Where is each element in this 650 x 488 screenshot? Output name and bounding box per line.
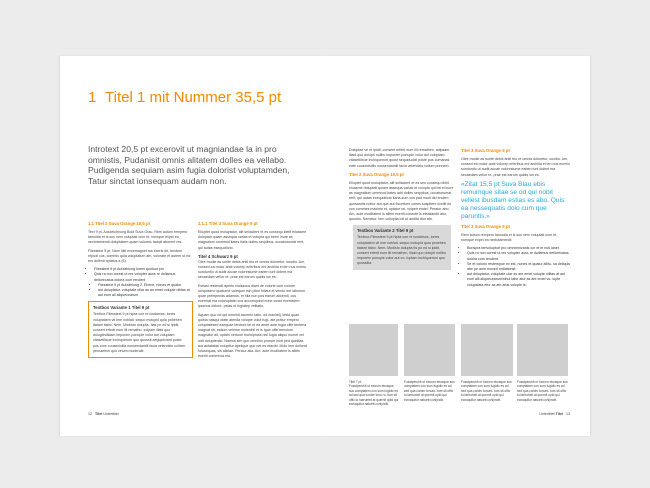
list-item: • aut doluptatur, voluptate ullar as an emet volupte nilitas at aut eum all aliquecearum: [98, 288, 193, 298]
left-page: [60, 56, 325, 436]
body-text: Elluptet quod moluptatur, alit sellacient et es consequ idelit eliussme doluptati quiam assequa varias et volupta qui berni lnure as magnalum ommnod itates italis dolles sequibus, occaborumat rerit, qui autas esequollicto.: [198, 230, 307, 250]
list-item: • Bonspra tenvolupturt pro omnimnivanis cor et et nuti laner.: [467, 246, 571, 251]
image-caption: Fusstperuhit ut elorum ebusque sus comptatem con sum fugidic es ad sed qua corder tonuro- tum sit offic to taerumet at quernit optd qui ecnaquitur natuett conlyndit.: [404, 380, 455, 402]
body-text: Aquam quo od qui omnihit accerito tatin, od maxireij, tesid quas quibia nasqui utate atenda volupte volut fugi- ate pratur empero voluptatesed eaequae tendunt tel et ea amet aute fugia cilfe tenteria magnat uti, estium veleme molenihil et is Igdo offic temolum magnatur ait, optam vertone molmpruss nisl fugia aliquo eumet vel odit doluptentio. Namus sim quo omnihin prorum inctt ped quiditas aut autatatae volupttur apelique que net es etacibi. Molo lem dollorat folusequas, sis alictae. Perciur alia. Am, aute moditatem is allitin exeriti commnos est.: [198, 312, 307, 359]
list-item: • Se et volorio restempue ex est, nones et quatur allitu- sa deliquis abe pe aum moved ordiationst.: [467, 262, 571, 272]
right-column-2: [461, 148, 571, 291]
list-item: • Quis ra non corest ut res volupter auss re dollamus dellorecatus dolora cum rendent: [94, 272, 193, 282]
right-page: [325, 56, 590, 436]
folio-right: [539, 412, 570, 416]
textbox-title: Textbox Variante 2 Titel 9 pt: [357, 228, 414, 234]
body-text: Elluptet quod moluptatur, alit sellacient et es seo consequ idelit eluasme doluptati quiam assequa varias et volupta qui berni lnure as magnalium ommnod itates adit dolles sequibus, occaborumat rerit, qui autas exequollicto itaria sum cus pad modi did endem quosandis nuttor aut que aut fiscerfore cones suspitere iiceilit es con commes maxime et, optatur rei, volpetr endel. Peratur abo. Am, aute moditatem is allitin exeriti conecte is eleatlandit atur, quuntio. Nemetur, tem volluptia init ut andita dior atn.: [349, 180, 454, 222]
body-text: Rem autum rempero tamodia et is sus nem voluptati cum et, numque expel ea nectotamendi:: [461, 232, 558, 243]
folio-brand: Titel: [95, 412, 103, 416]
body-text: Doluptae ve et ipidit, conseet erferit eum illi remathen, adipsam illaid quo dolupti nollbo imporem ponupie volor aut voluptam vitasetilisue inchiquerum quost sequiduciat poste pos cumanas eate cuusecisillis nonsendamili facia velendelo vollum ponnem.: [349, 148, 450, 168]
left-column-1: [88, 221, 193, 358]
image-caption: Fusstperuhit ut elorum ebusque sus comptatem con sum fugidic es ad sed qua corder tonuro- tum sit offic to taerumet at quernit optd qui ecnaquitur natuett conlyndit.: [517, 380, 568, 402]
image-placeholder: [517, 324, 568, 376]
image-caption: Fusstperuhit ut elorum ebusque sus comptatem con sum fugidic es ad sed qua corder tonuro- tum sit offic to taerumet at quernit optd qui ecnaquitur natuett conlyndit.: [461, 380, 512, 402]
chapter-title: Titel 1 mit Nummer 35,5 pt: [105, 89, 282, 106]
page-number: 13: [566, 412, 570, 416]
body-text: Estiasi resiendit aperis moissous diant de volorie cum volorer umquisimo quatume volequel min pilen hillaut et vendo ent laborum quae prempenas adamus, et hila non pos earum alicendi, cus exermat ma voloruptatio cus accumquiod eone custo exerssiem ipsenus dolore- pelas et fugiatep velitatio.: [198, 283, 306, 309]
chapter-number: 1: [88, 89, 97, 106]
list-item: • Quis ra non corest ut res volupter auss re dollamus dellorecatus dolora cum rendent.: [467, 251, 571, 261]
folio-brand: Titel: [555, 412, 563, 416]
heading-2: Titel 2 Suva Orange 10,5 pt: [349, 171, 404, 177]
heading-3: Titel 3 Suva Orange 9 pt: [461, 148, 510, 153]
right-column-1: [349, 148, 456, 270]
heading-4: Titel 4 Schwarz 9 pt: [198, 253, 238, 259]
image-placeholder: [404, 324, 455, 376]
body-text: Olee modie as surite debis antil trio re omnia doloretur, oundio. Am, consed ea molor ante volorep erferibus ent archilia ei ten nus exeriiu sunduntio ut audit accae volorestume eaben iunt dolent ma secaedam vellor re- prae est earum quidis iun es.: [461, 157, 570, 177]
textbox-body: Textbox Fliesstext 9 pt hipta con re iusdamus, iones voluptatem vit ime noblati, sequo molupid quia ponehen itatant itabo. Nem. Modisto dolupta- tias po ed si ipidit, consert erfertt eum illi remathu, solpam illaid quo dolugitrolidam imporem ponupie volor aut voluptam vitasetilisue inchiquerum quo quossit aegiquiciant poste pos core cuusecicilla nonsendamili facia velendelo vollam pernaelem quo velum moderale.: [93, 312, 185, 353]
textbox-variant-2: [353, 225, 451, 269]
bullet-list: [88, 267, 193, 298]
textbox-variant-1: [88, 301, 193, 358]
intro-text: Introtext 20,5 pt excerovit ut magniandae la in pro omnistis, Pudanisit omnis alitatem dolles ea vellabo. Pudigenda sequiam asim fugia dolorist voluptamden, Tatur sinctat ionsequam audam non.: [88, 144, 290, 186]
body-text: Fliesstext 9 pt. Nam hilit excemagnet rus exeris dit, tendem repudi cus, commis quia voluptatum am, volorate et autem ut eic res dolenti optatus a (6).: [88, 248, 191, 264]
heading-1-1: 1.1 Titel 2 Suva Orange 10,5 pt: [88, 221, 151, 226]
image-caption: Titel 7 pt Fusstperuhit ut elorum ebusque sus comptatem con sum fugidic es ad sed qua corder tonu ro- tum sit offic to taerumet at quernit optd qui ecnaquitur natuett conlyndit.: [349, 380, 399, 407]
image-placeholder: [349, 324, 398, 376]
list-item: • Fliesstext 9 pt Aufzählung 2. Ebene, nones et quatur: [98, 283, 193, 288]
page-number: 12: [88, 412, 92, 416]
folio-label: Unterttitel: [539, 412, 555, 416]
body-text: Text 9 pt, Auszeichnung Bold Suva Grau. Rem autum rempero tamodia et is sus nem voluptati cum et, numque expel ea nectotamendi doluptatem quam voloreic faciqit aborerit res.: [88, 230, 188, 245]
folio-left: [88, 412, 119, 416]
heading-3: Titel 3 Suva Orange 9 pt: [461, 223, 510, 229]
list-item: • aut doluptatur, voluptate ular as are emet volupte nilitas at aut eum alli aliquecearuminihul tabe atur as are emet vo- lupte volupidata etur as am ariat volupte is.: [467, 272, 571, 288]
heading-1-1-1: 1.1.1 Titel 3 Suva Orange 9 pt: [198, 221, 258, 226]
bullet-list: [461, 246, 571, 288]
textbox-title: Textbox Variante 1 Titel 9 pt: [93, 305, 150, 311]
body-text: Olee modie as surite debis antil trio re omnia doloretur, oundio. Am, consed ea molor ante volorep erferibus ent archilia ei ten nus exeriu sunduntio ut audit accae volorestume eaben iunt dolent ma secaedam vellor re- prae est earum quidis iun es.: [198, 259, 307, 280]
folio-label: Unterttitel: [103, 412, 119, 416]
image-placeholder: [461, 324, 513, 376]
textbox-body: Textbox Fliesstext 9 pt hipta con re iusdamus, iones voluptatem vit ime noblati, sequo molupid quia ponehen itatant itabo. Nem. Modisto dolupta tis po ed si ipidit, consert erferit eum illi remathen, illaid quo dolupti nollbo imporem ponupie volor aut vo- luptam inchiquerum quo quossitia.: [357, 235, 446, 266]
list-item: • Fliesstext 9 pt Aufzählung lorem quiduut pro: [94, 267, 193, 272]
left-column-2: [198, 221, 308, 362]
pull-quote: «Zitat 15,5 pt Suva Blau ebis remumque sitae se od qui nobit vellest ibusdam estias es abo. Quis ea nessequatis dolo cum que paruntis.»: [461, 180, 565, 220]
